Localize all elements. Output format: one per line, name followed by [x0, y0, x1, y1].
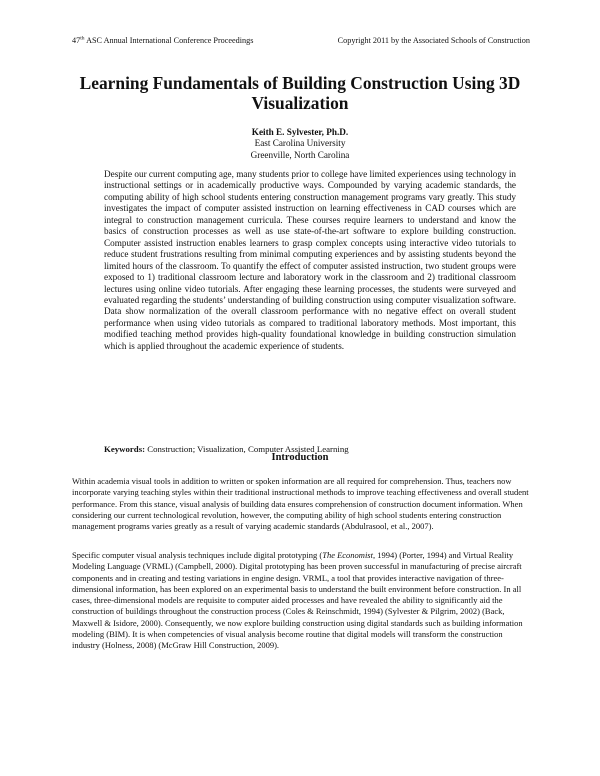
abstract: Despite our current computing age, many students prior to college have limited experiences using technology in instructional settings or in academically productive ways. Compounded by varying academic standards, the computing ability of high school students entering construction management programs vary greatly. This study investigates the impact of computer assisted instruction on learning effectiveness in CAD courses which are integral to construction management curricula. These courses require learners to understand and know the basics of construction processes as well as use state-of-the-art software to explore building construction. Computer assisted instruction enables learners to grasp complex concepts using interactive video tutorials to reduce student frustrations resulting from minimal computing experiences and by assisting students beyond the limited hours of the classroom. To quantify the effect of computer assisted instruction, two student groups were exposed to 1) traditional classroom lecture and laboratory work in the classroom and 2) traditional classroom lectures using online video tutorials. After engaging these learning processes, the students were surveyed and evaluated regarding the students’ understanding of building construction using computer visualization software. Data show normalization of the overall classroom performance with no negative effect on overall student performance when using video tutorials as compared to traditional laboratory methods. Most important, this modified teaching method provides high-quality foundational knowledge in building construction simulation which is applied throughout the academic experience of students. [104, 169, 516, 351]
title-line-1: Learning Fundamentals of Building Construction Using 3D [79, 73, 521, 93]
header-conference [72, 36, 253, 45]
author-affiliation: East Carolina University [254, 138, 346, 149]
keywords-label: Keywords: [104, 444, 146, 454]
header-copyright: Copyright 2011 by the Associated Schools of Construction [337, 36, 530, 45]
header-conference-name: ASC Annual International Conference Proceedings [84, 36, 254, 45]
p2-citation-italic: The Economist [322, 550, 373, 560]
author-block [60, 127, 540, 161]
section-heading-introduction: Introduction [271, 452, 329, 463]
p2-text-b: , 1994) (Porter, 1994) and Virtual Reality Modeling Language (VRML) (Campbell, 2000). Digital prototyping has been proven successful in manufacturing of precise aircraft components and in creating and testing variations in engine design. VRML, a tool that provides interactive navigation of three-dimensional information, has been explored on an experimental basis to understand the built environment before construction. In all cases, three-dimensional models are requisite to computer aided processes and have revealed the ability to significantly aid the construction of buildings throughout the construction process (Coles & Reinschmidt, 1994) (Sylvester & Pilgrim, 2002) (Back, Maxwell & Isidore, 2000). Consequently, we now explore building construction using digital standards such as building information modeling (BIM). It is when competencies of visual analysis become routine that digital models will transform the construction industry (Holness, 2008) (McGraw Hill Construction, 2009). [72, 550, 523, 651]
author-location: Greenville, North Carolina [250, 149, 350, 160]
header-number: 47 [72, 36, 81, 45]
p2-text-a: Specific computer visual analysis techniques include digital prototyping ( [72, 550, 323, 560]
intro-paragraph-1: Within academia visual tools in addition to written or spoken information are all required for comprehension. Thus, teachers now incorporate varying teaching styles within their traditional instructional methods to improve teaching effectiveness and overall student performance. From this stance, visual analysis of building data ensures comprehension of construction document information. When considering our current technological revolution, however, the computing ability of high school students entering construction management programs varies greatly as a result of varying academic standards (Abdulrasool, et al., 2007). [72, 476, 529, 532]
header-ordinal: th [80, 35, 85, 42]
keywords-text: Construction; Visualization, Computer Assisted Learning [145, 444, 349, 454]
author-name: Keith E. Sylvester, Ph.D. [251, 127, 349, 137]
intro-paragraph-2 [72, 550, 532, 652]
paper-title [60, 73, 540, 113]
title-line-2: Visualization [251, 93, 349, 113]
